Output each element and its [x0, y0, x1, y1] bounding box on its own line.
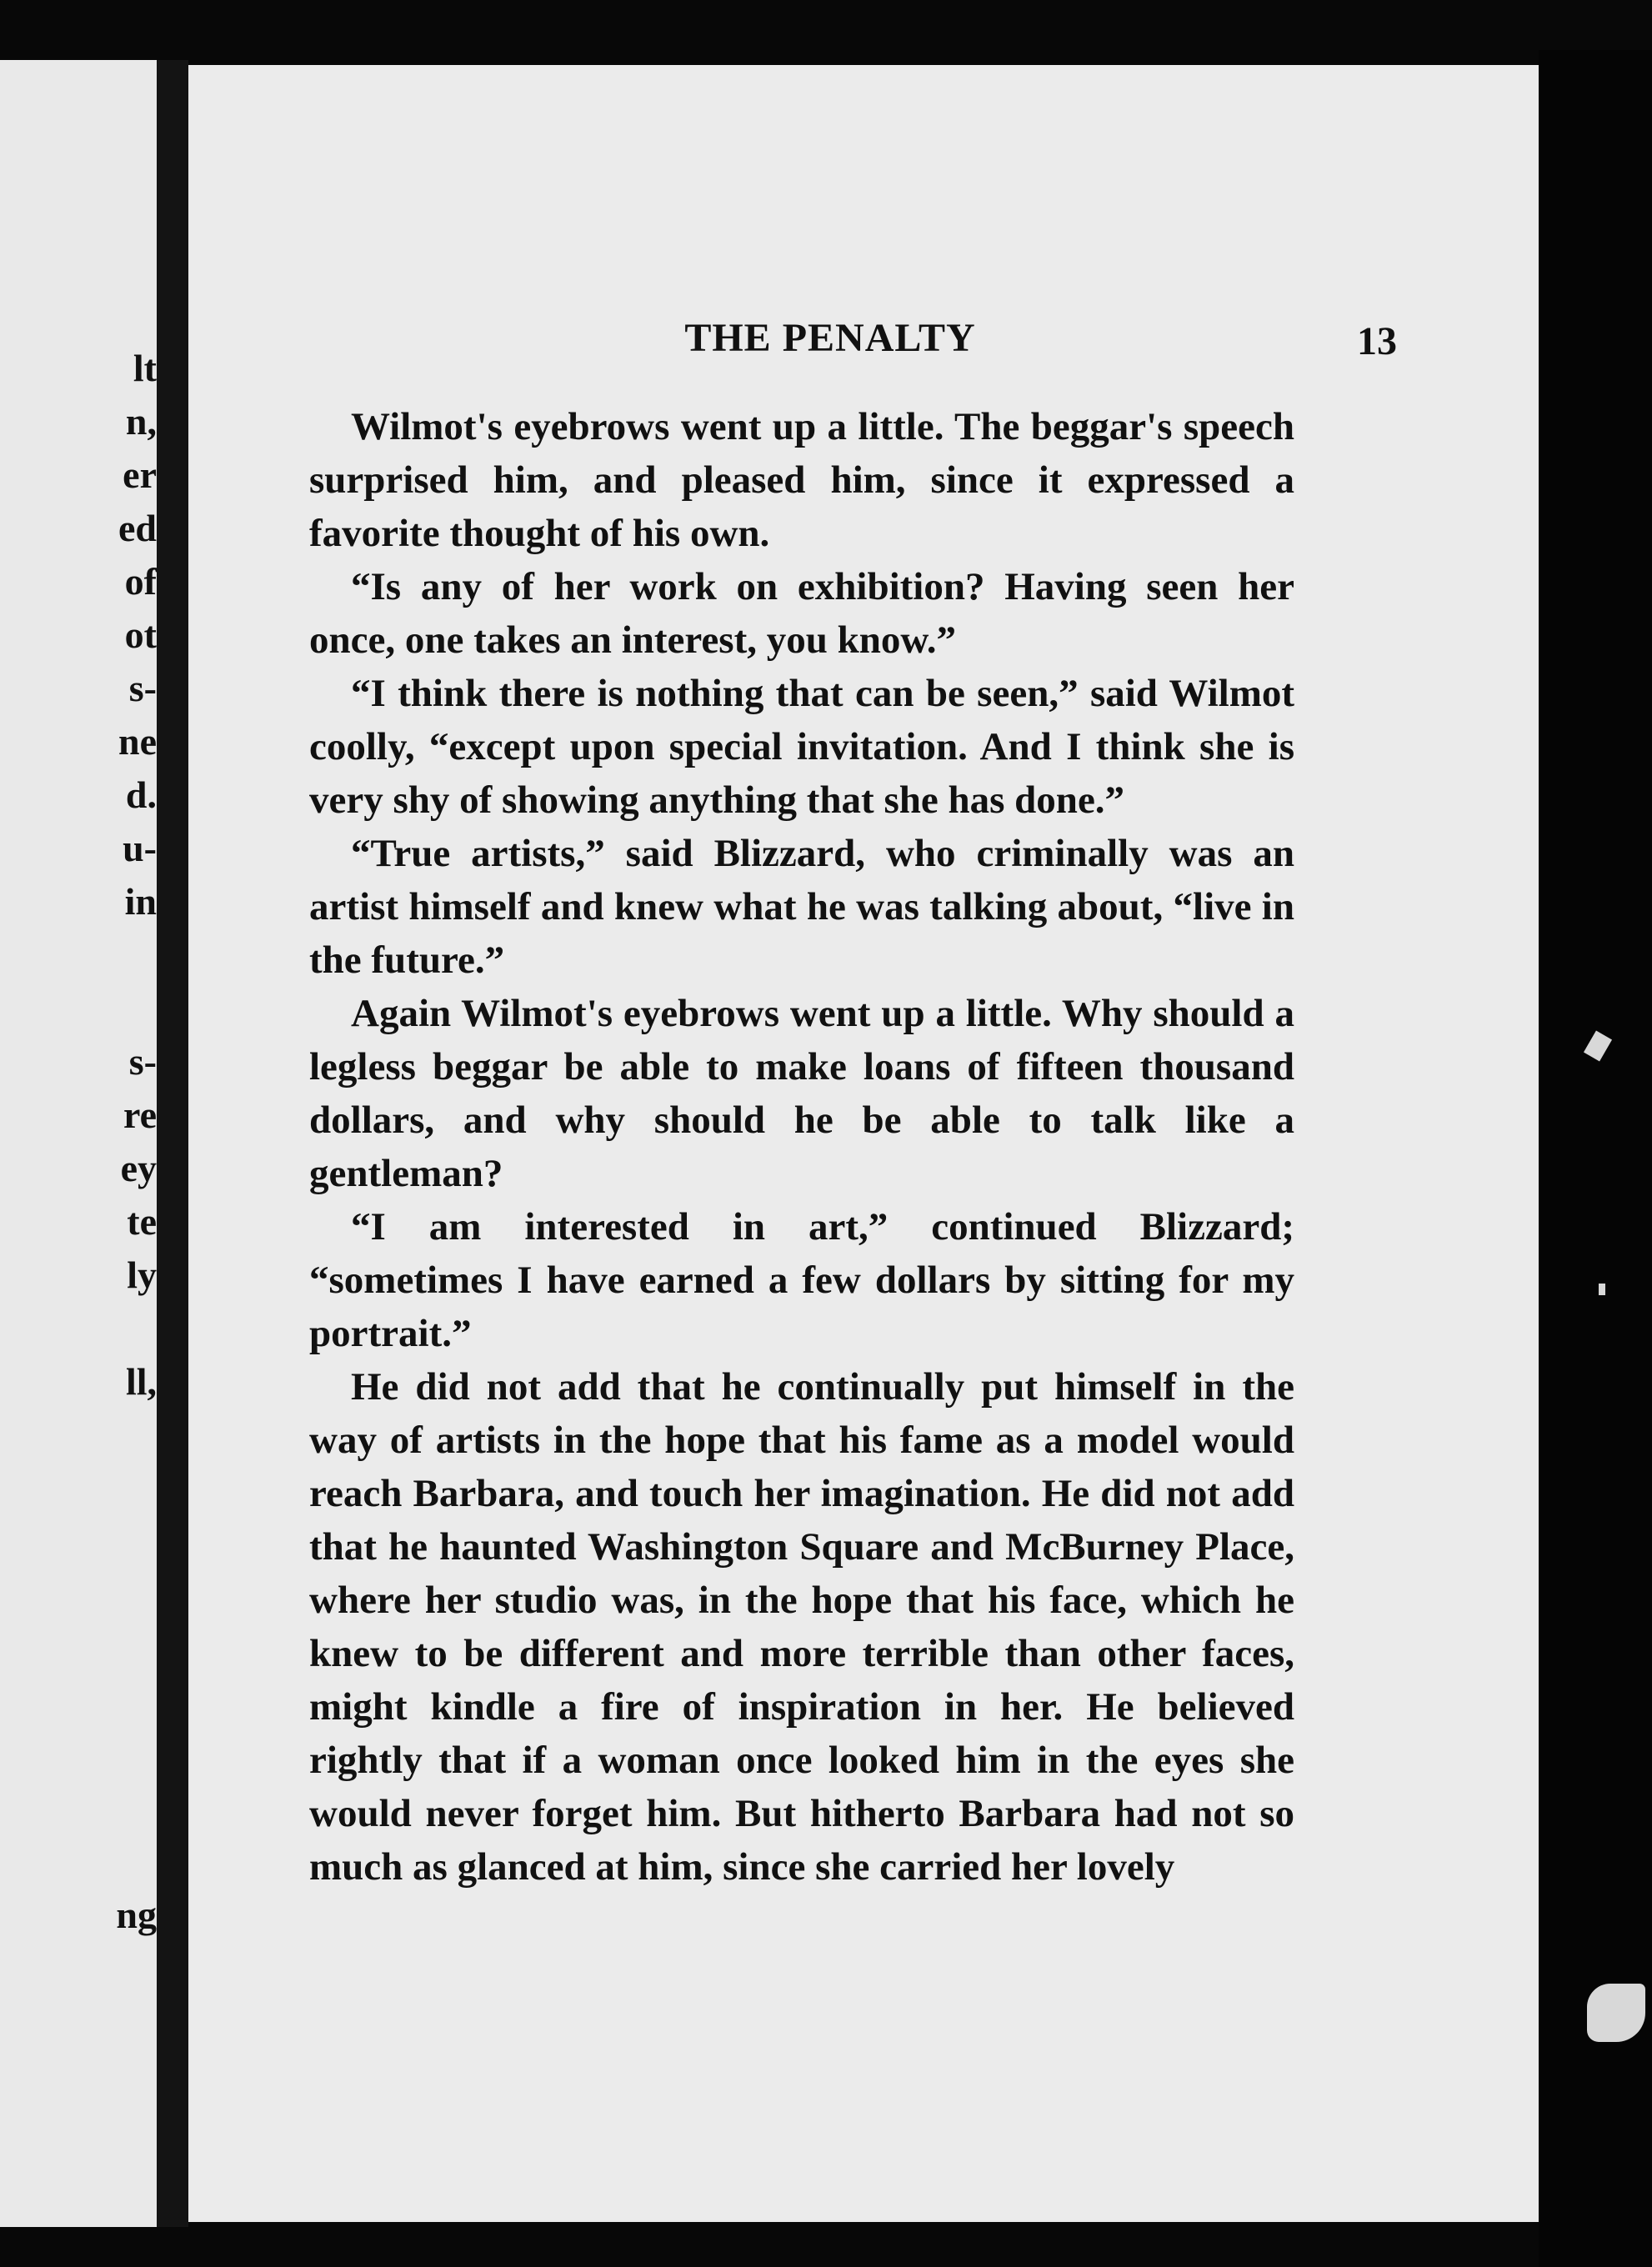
page-number: 13: [1357, 319, 1397, 363]
paragraph: Wilmot's eyebrows went up a little. The beggar's speech surprised him, and pleased him, since it expressed a favorite thought of his own.: [309, 405, 1294, 555]
paragraph: “Is any of her work on exhibition? Having seen her once, one takes an interest, you know.”: [309, 565, 1294, 662]
paragraph: Again Wilmot's eyebrows went up a little. Why should a legless beggar be able to make loans of fifteen thousand dollars, and why should he be able to talk like a gentleman?: [309, 992, 1294, 1195]
page-body: [309, 400, 1294, 1894]
facing-page-text: lt n, er ed of ot s- ne d. u- in s- re ey te ly ll, ng: [116, 347, 157, 1936]
paragraph: “I think there is nothing that can be seen,” said Wilmot coolly, “except upon special invitation. And I think she is very shy of showing anything that she has done.”: [309, 672, 1294, 822]
paragraph: “I am interested in art,” continued Blizzard; “sometimes I have earned a few dollars by sitting for my portrait.”: [309, 1205, 1294, 1355]
page-header: [188, 315, 1539, 373]
running-head: THE PENALTY: [684, 316, 976, 360]
scan-fleck: [1584, 1031, 1612, 1062]
scan-fleck: [1599, 1284, 1605, 1295]
facing-page-edge: [0, 60, 157, 2227]
book-page: [188, 65, 1539, 2222]
paragraph: He did not add that he continually put himself in the way of artists in the hope that his fame as a model would reach Barbara, and touch her imagination. He did not add that he haunted Washington Square and McBurney Place, where her studio was, in the hope that his face, which he knew to be different and more terrible than other faces, might kindle a fire of inspiration in her. He believed rightly that if a woman once looked him in the eyes she would never forget him. But hitherto Barbara had not so much as glanced at him, since she carried her lovely: [309, 1365, 1294, 1889]
scan-fleck: [1587, 1984, 1645, 2042]
page-stack-edge: [1539, 50, 1652, 2267]
book-gutter: [157, 60, 188, 2227]
paragraph: “True artists,” said Blizzard, who criminally was an artist himself and knew what he was talking about, “live in the future.”: [309, 832, 1294, 982]
